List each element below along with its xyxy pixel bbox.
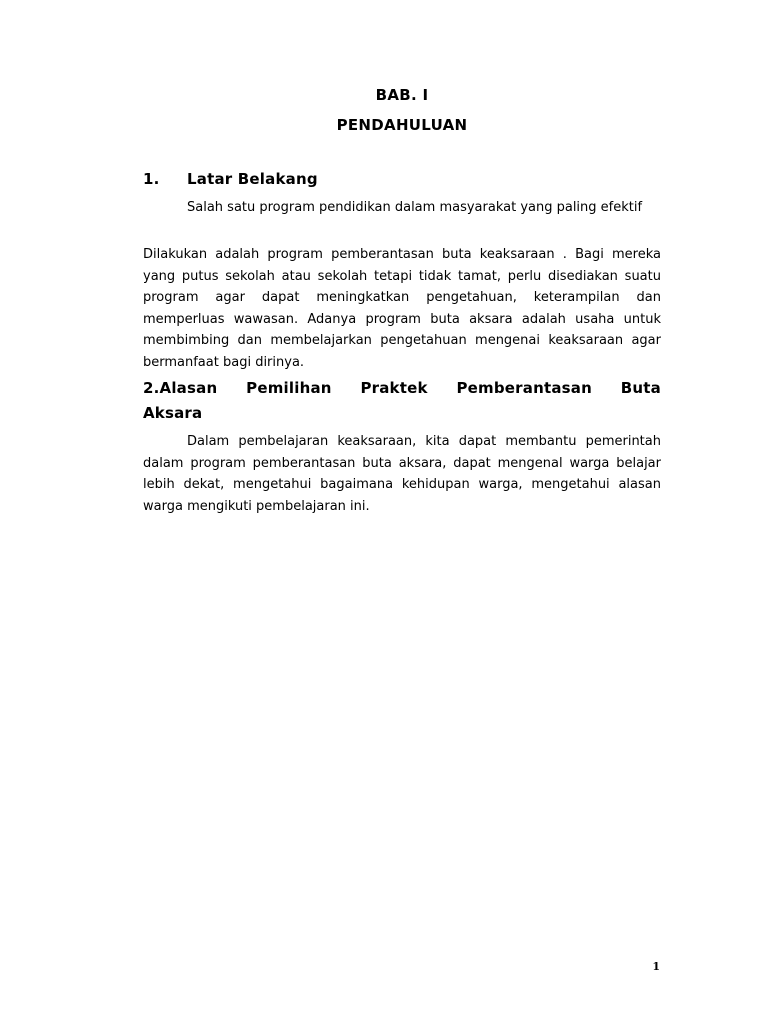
section-1-heading: [143, 170, 661, 188]
section-1-number: 1.: [143, 170, 160, 188]
section-1-paragraph-2: Dilakukan adalah program pemberantasan buta keaksaraan . Bagi mereka yang putus sekolah atau sekolah tetapi tidak tamat, perlu disediakan suatu program agar dapat meningkatkan pengetahuan, keterampilan dan memperluas wawasan. Adanya program buta aksara adalah usaha untuk membimbing dan membelajarkan pengetahuan mengenai keaksaraan agar bermanfaat bagi dirinya.: [143, 247, 661, 370]
page-number: 1: [652, 960, 660, 973]
section-2-title-line-2: Aksara: [143, 404, 203, 422]
section-1-paragraph-1: Salah satu program pendidikan dalam masyarakat yang paling efektif: [187, 200, 643, 215]
section-2-heading: [143, 376, 661, 426]
section-1-title: Latar Belakang: [187, 170, 318, 188]
section-2-paragraph-1: Dalam pembelajaran keaksaraan, kita dapat membantu pemerintah dalam program pemberantasan buta aksara, dapat mengenal warga belajar lebih dekat, mengetahui bagaimana kehidupan warga, mengetahui alasan warga mengikuti pembelajaran ini.: [143, 434, 661, 514]
section-2-title-line-1: 2.Alasan Pemilihan Praktek Pemberantasan Buta: [143, 379, 661, 397]
chapter-label: BAB. I: [375, 86, 429, 104]
chapter-title: PENDAHULUAN: [336, 116, 468, 134]
